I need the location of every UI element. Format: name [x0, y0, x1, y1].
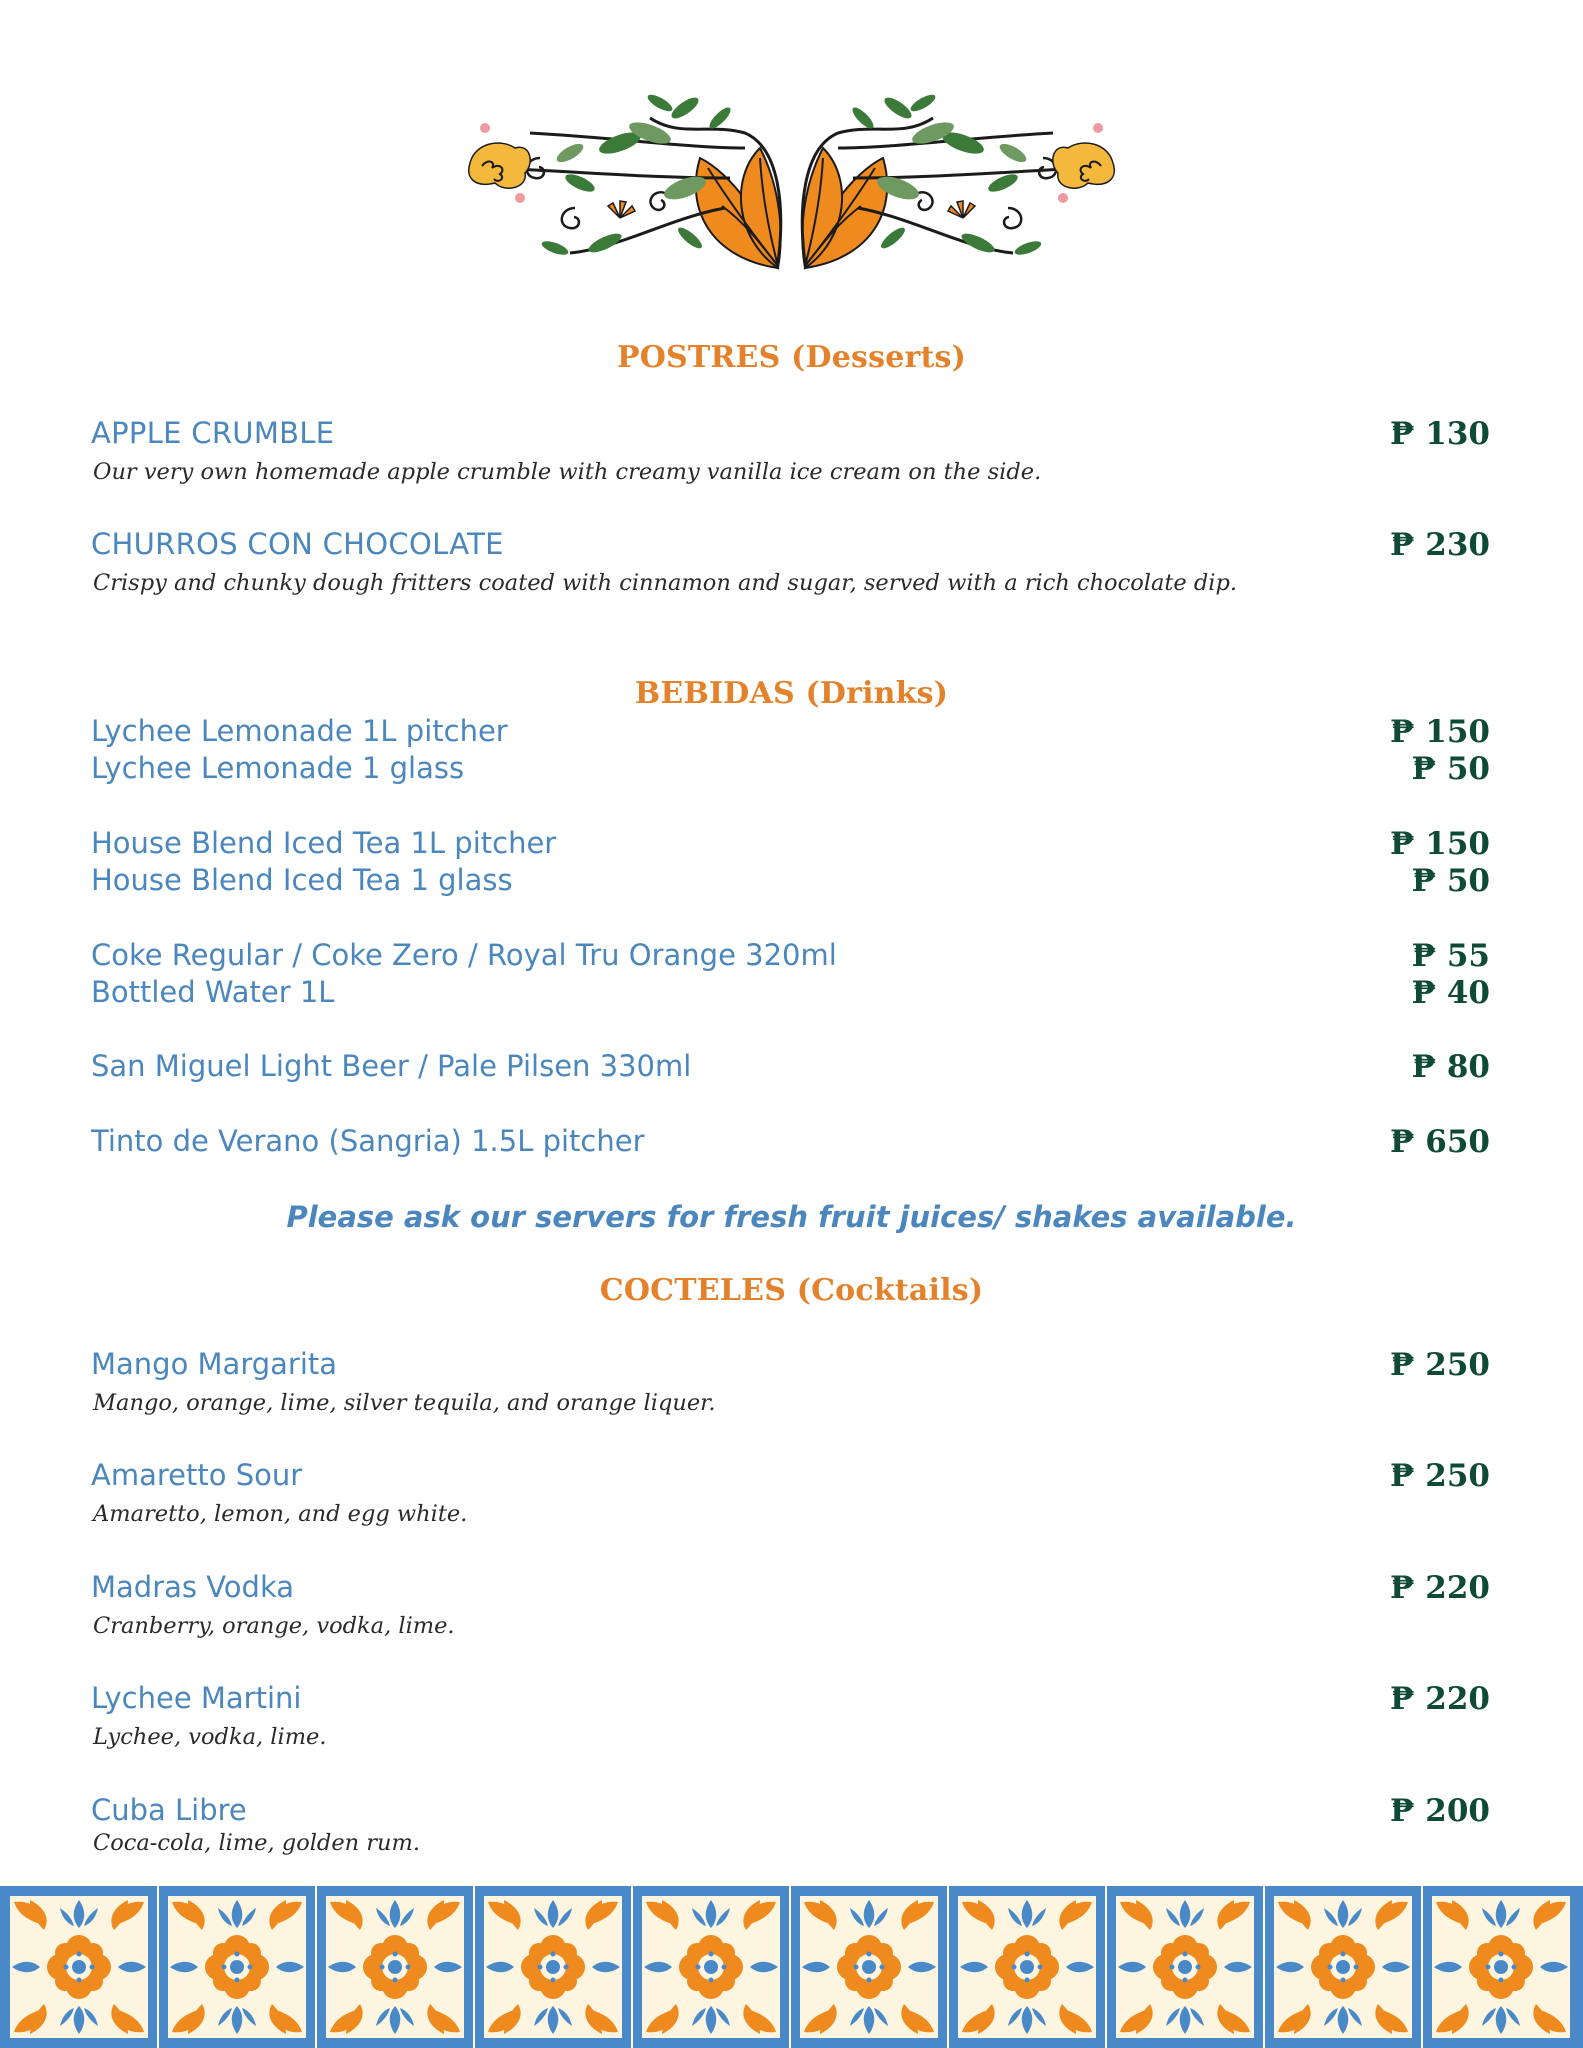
item-description: Amaretto, lemon, and egg white. — [93, 1501, 468, 1527]
tile-border-icon — [0, 1886, 1583, 2048]
menu-item — [91, 1124, 1490, 1168]
item-price: ₱ 50 — [1411, 863, 1490, 899]
item-price: ₱ 250 — [1390, 1347, 1490, 1383]
fresh-juice-note: Please ask our servers for fresh fruit juices/ shakes available. — [286, 1200, 1297, 1234]
item-price: ₱ 50 — [1411, 751, 1490, 787]
item-name: Lychee Martini — [91, 1681, 302, 1715]
item-name: House Blend Iced Tea 1 glass — [91, 863, 513, 897]
section-heading-drinks: BEBIDAS (Drinks) — [634, 676, 949, 711]
item-price: ₱ 200 — [1390, 1793, 1490, 1829]
item-name: CHURROS CON CHOCOLATE — [91, 527, 504, 561]
item-description: Mango, orange, lime, silver tequila, and orange liquer. — [93, 1390, 716, 1416]
menu-item — [91, 1570, 1490, 1639]
menu-item — [91, 975, 1490, 1019]
menu-item — [91, 1681, 1490, 1750]
menu-item — [91, 1347, 1490, 1416]
menu-item — [91, 416, 1490, 485]
item-name: San Miguel Light Beer / Pale Pilsen 330ml — [91, 1049, 692, 1083]
menu-item — [91, 1458, 1490, 1527]
item-price: ₱ 220 — [1390, 1681, 1490, 1717]
item-price: ₱ 80 — [1411, 1049, 1490, 1085]
item-name: Lychee Lemonade 1L pitcher — [91, 714, 508, 748]
item-price: ₱ 230 — [1390, 527, 1490, 563]
item-description: Coca-cola, lime, golden rum. — [93, 1830, 421, 1856]
item-price: ₱ 220 — [1390, 1570, 1490, 1606]
item-description: Crispy and chunky dough fritters coated with cinnamon and sugar, served with a rich chocolate dip. — [93, 570, 1238, 596]
menu-item — [91, 1793, 1490, 1856]
item-description: Cranberry, orange, vodka, lime. — [93, 1613, 455, 1639]
item-name: APPLE CRUMBLE — [91, 416, 335, 450]
item-name: Amaretto Sour — [91, 1458, 303, 1492]
item-name: Cuba Libre — [91, 1793, 247, 1827]
item-description: Lychee, vodka, lime. — [93, 1724, 327, 1750]
item-description: Our very own homemade apple crumble with creamy vanilla ice cream on the side. — [93, 459, 1042, 485]
item-price: ₱ 150 — [1390, 826, 1490, 862]
item-name: House Blend Iced Tea 1L pitcher — [91, 826, 557, 860]
floral-ornament-icon — [460, 88, 1123, 278]
item-name: Coke Regular / Coke Zero / Royal Tru Orange 320ml — [91, 938, 837, 972]
item-price: ₱ 250 — [1390, 1458, 1490, 1494]
item-price: ₱ 130 — [1390, 416, 1490, 452]
section-heading-desserts: POSTRES (Desserts) — [616, 340, 967, 375]
menu-item — [91, 751, 1490, 795]
item-name: Lychee Lemonade 1 glass — [91, 751, 465, 785]
item-price: ₱ 650 — [1390, 1124, 1490, 1160]
item-price: ₱ 150 — [1390, 714, 1490, 750]
item-price: ₱ 55 — [1411, 938, 1490, 974]
item-price: ₱ 40 — [1411, 975, 1490, 1011]
item-name: Mango Margarita — [91, 1347, 338, 1381]
section-heading-cocktails: COCTELES (Cocktails) — [599, 1273, 984, 1308]
item-name: Bottled Water 1L — [91, 975, 335, 1009]
menu-item — [91, 1049, 1490, 1093]
item-name: Madras Vodka — [91, 1570, 295, 1604]
item-name: Tinto de Verano (Sangria) 1.5L pitcher — [91, 1124, 645, 1158]
menu-item — [91, 527, 1490, 596]
menu-item — [91, 863, 1490, 907]
